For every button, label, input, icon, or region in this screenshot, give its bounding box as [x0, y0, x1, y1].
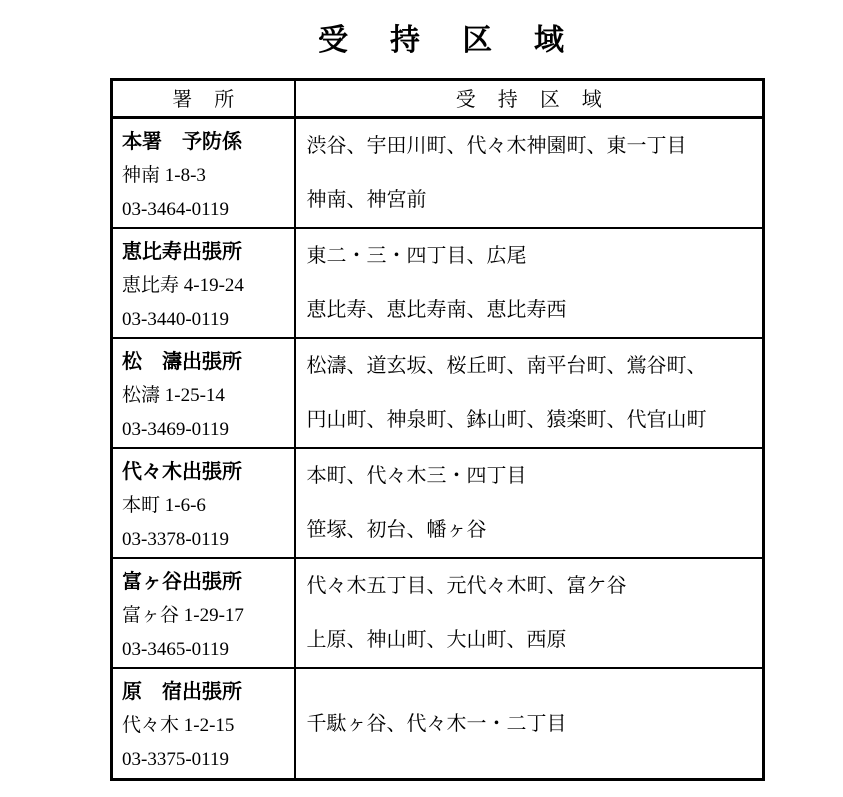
station-cell	[112, 448, 295, 558]
station-address: 本町 1-6-6	[122, 495, 206, 516]
area-cell	[295, 448, 764, 558]
area-cell	[295, 338, 764, 448]
station-cell	[112, 228, 295, 338]
table-header-row	[112, 80, 764, 118]
station-phone: 03-3465-0119	[122, 639, 229, 660]
station-phone: 03-3464-0119	[122, 199, 229, 220]
area-cell	[295, 118, 764, 229]
area-line-1: 代々木五丁目、元代々木町、富ケ谷	[306, 575, 627, 597]
station-address: 神南 1-8-3	[122, 165, 206, 186]
station-name: 原 宿出張所	[122, 681, 242, 703]
station-address: 松濤 1-25-14	[122, 385, 225, 406]
page-title: 受持区域	[318, 24, 606, 57]
header-area-column: 受持区域	[295, 80, 764, 118]
station-name: 本署 予防係	[122, 131, 242, 153]
table-row	[112, 338, 764, 448]
area-line-2: 円山町、神泉町、鉢山町、猿楽町、代官山町	[306, 409, 707, 431]
area-line-1: 本町、代々木三・四丁目	[306, 465, 527, 487]
area-line-1: 千駄ヶ谷、代々木一・二丁目	[306, 712, 567, 735]
station-address: 恵比寿 4-19-24	[122, 275, 244, 296]
jurisdiction-table	[110, 78, 765, 781]
header-station-column: 署所	[112, 80, 295, 118]
station-name: 恵比寿出張所	[122, 241, 242, 263]
station-name: 代々木出張所	[122, 461, 242, 483]
station-address: 富ヶ谷 1-29-17	[122, 605, 244, 626]
area-cell	[295, 558, 764, 668]
station-name: 松 濤出張所	[122, 351, 242, 373]
station-address: 代々木 1-2-15	[122, 715, 235, 736]
station-name: 富ヶ谷出張所	[122, 571, 242, 593]
station-cell	[112, 118, 295, 229]
area-line-2: 神南、神宮前	[306, 189, 427, 211]
area-line-2: 笹塚、初台、幡ヶ谷	[306, 519, 487, 541]
station-cell	[112, 338, 295, 448]
area-cell	[295, 228, 764, 338]
table-row	[112, 228, 764, 338]
station-phone: 03-3378-0119	[122, 529, 229, 550]
area-line-2: 上原、神山町、大山町、西原	[306, 629, 567, 651]
table-row	[112, 668, 764, 780]
table-row	[112, 118, 764, 229]
station-phone: 03-3375-0119	[122, 749, 229, 770]
area-cell	[295, 668, 764, 780]
area-line-1: 松濤、道玄坂、桜丘町、南平台町、鴬谷町、	[306, 355, 707, 377]
table-row	[112, 448, 764, 558]
area-line-1: 東二・三・四丁目、広尾	[306, 245, 527, 267]
area-line-1: 渋谷、宇田川町、代々木神園町、東一丁目	[306, 135, 687, 157]
station-phone: 03-3469-0119	[122, 419, 229, 440]
station-cell	[112, 668, 295, 780]
station-phone: 03-3440-0119	[122, 309, 229, 330]
table-row	[112, 558, 764, 668]
area-line-2: 恵比寿、恵比寿南、恵比寿西	[306, 299, 567, 321]
station-cell	[112, 558, 295, 668]
